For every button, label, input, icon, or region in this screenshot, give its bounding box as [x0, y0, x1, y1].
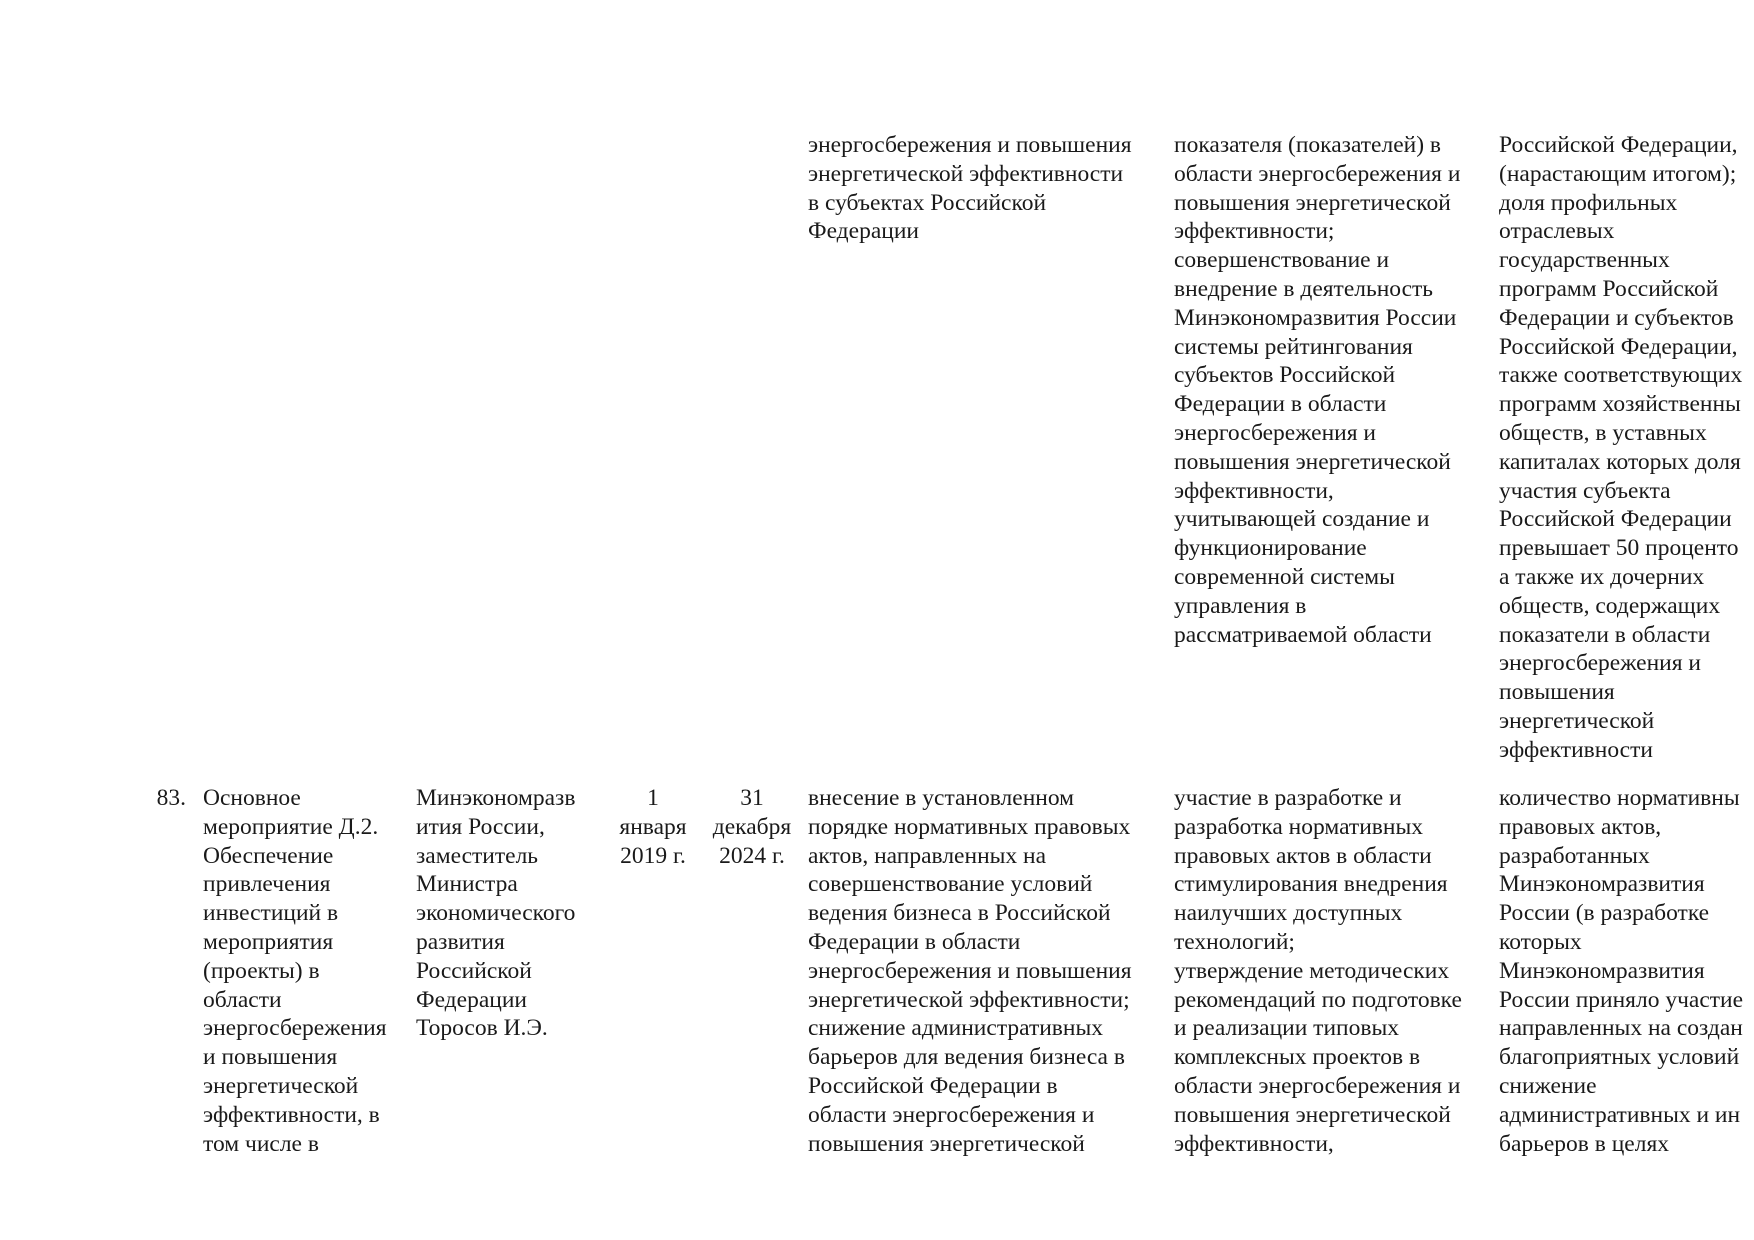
indicator-cell: количество нормативны правовых актов, разработанных Минэкономразвития России (в разработке которых Минэкономразвития России приняло участие направленных на создан благоприятных условий снижение административных и ин барьеров в целях [1499, 785, 1744, 1157]
program-link-cell: участие в разработке и разработка нормативных правовых актов в области стимулирования внедрения наилучших доступных технологий; утверждение методических рекомендаций по подготовке и реализации типовых комплексных проектов в области энергосбережения и повышения энергетической эффективности, [1174, 785, 1462, 1157]
responsible-executor-cell: Минэкономразв ития России, заместитель Министра экономического развития Российской Федерации Торосов И.Э. [416, 785, 576, 1042]
row-number: 83. [156, 785, 186, 811]
continuation-outcome-cell: энергосбережения и повышения энергетической эффективности в субъектах Российской Федерации [808, 132, 1132, 245]
continuation-indicator-cell: Российской Федерации, (нарастающим итогом); доля профильных отраслевых государственных программ Российской Федерации и субъектов Российской Федерации, также соответствующих программ хозяйственны обществ, в уставных капиталах которых доля участия субъекта Российской Федерации превышает 50 проценто а также их дочерних обществ, содержащих показатели в области энергосбережения и повышения энергетической эффективности [1499, 132, 1743, 763]
continuation-link-cell: показателя (показателей) в области энергосбережения и повышения энергетической эффективности; совершенствование и внедрение в деятельность Минэкономразвития России системы рейтингования субъектов Российской Федерации в области энергосбережения и повышения энергетической эффективности, учитывающей создание и функционирование современной системы управления в рассматриваемой области [1174, 132, 1461, 648]
expected-outcome-cell: внесение в установленном порядке нормативных правовых актов, направленных на совершенствование условий ведения бизнеса в Российской Федерации в области энергосбережения и повышения энергетической эффективности; снижение административных барьеров для ведения бизнеса в Российской Федерации в области энергосбережения и повышения энергетической [808, 785, 1132, 1157]
start-date-cell: 1 января 2019 г. [619, 785, 687, 869]
end-date-cell: 31 декабря 2024 г. [712, 785, 792, 869]
measure-title-cell: Основное мероприятие Д.2. Обеспечение привлечения инвестиций в мероприятия (проекты) в области энергосбережения и повышения энергетической эффективности, в том числе в [203, 785, 387, 1157]
